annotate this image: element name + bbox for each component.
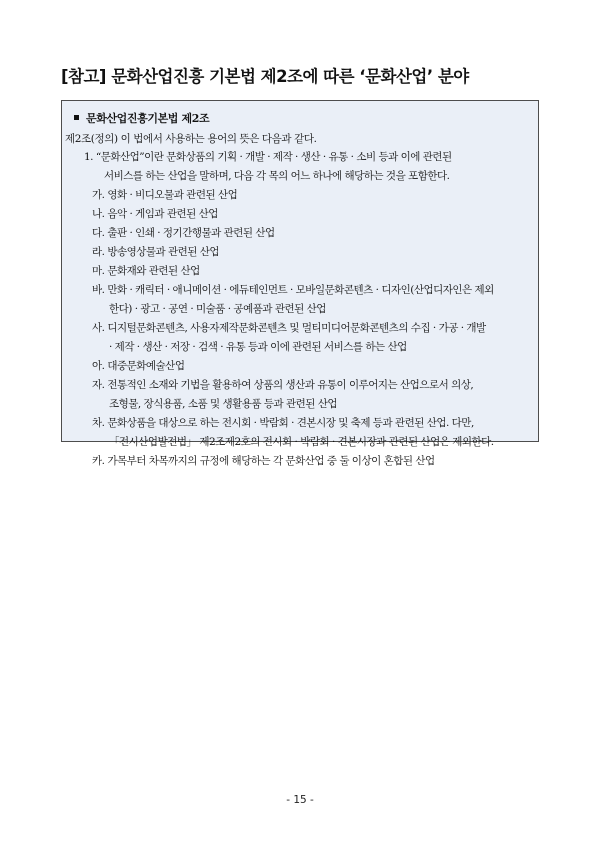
sub-item-line: 가. 영화 · 비디오물과 관련된 산업 bbox=[92, 189, 238, 201]
sub-item-cha bbox=[62, 414, 540, 452]
sub-item-ja bbox=[62, 376, 540, 414]
page-number: - 15 - bbox=[286, 794, 314, 806]
law-excerpt-box bbox=[61, 100, 539, 467]
sub-item-line: 아. 대중문화예술산업 bbox=[92, 360, 185, 372]
sub-item-ka bbox=[62, 452, 540, 471]
sub-item-line: 「전시산업발전법」 제2조제2호의 전시회 · 박람회 · 견본시장과 관련된 산업은 제외한다. bbox=[109, 436, 494, 448]
sub-item-na bbox=[62, 205, 540, 224]
sub-item-line: · 제작 · 생산 · 저장 · 검색 · 유통 등과 이에 관련된 서비스를 하는 산업 bbox=[109, 341, 407, 353]
sub-item-line: 나. 음악 · 게임과 관련된 산업 bbox=[92, 208, 218, 220]
box-title-text: 문화산업진흥기본법 제2조 bbox=[86, 112, 210, 125]
sub-item-da bbox=[62, 224, 540, 243]
article-intro: 제2조(정의) 이 법에서 사용하는 용어의 뜻은 다음과 같다. bbox=[65, 133, 317, 145]
sub-item-line: 차. 문화상품을 대상으로 하는 전시회 · 박람회 · 견본시장 및 축제 등과 관련된 산업. 다만, bbox=[92, 417, 474, 429]
box-title bbox=[74, 110, 209, 126]
sub-item-line: 자. 전통적인 소재와 기법을 활용하여 상품의 생산과 유통이 이루어지는 산업으로서 의상, bbox=[92, 379, 474, 391]
sub-item-line: 조형물, 장식용품, 소품 및 생활용품 등과 관련된 산업 bbox=[109, 398, 338, 410]
sub-item-line: 라. 방송영상물과 관련된 산업 bbox=[92, 246, 220, 258]
sub-item-ra bbox=[62, 243, 540, 262]
sub-item-ba bbox=[62, 281, 540, 319]
main-definition-line: 서비스를 하는 산업을 말하며, 다음 각 목의 어느 하나에 해당하는 것을 포함한다. bbox=[104, 170, 450, 182]
sub-item-line: 한다) · 광고 · 공연 · 미술품 · 공예품과 관련된 산업 bbox=[109, 303, 326, 315]
sub-item-line: 사. 디지털문화콘텐츠, 사용자제작문화콘텐츠 및 멀티미디어문화콘텐츠의 수집 · 가공 · 개발 bbox=[92, 322, 486, 334]
sub-item-line: 카. 가목부터 차목까지의 규정에 해당하는 각 문화산업 중 둘 이상이 혼합된 산업 bbox=[92, 455, 435, 467]
sub-item-line: 바. 만화 · 캐릭터 · 애니메이션 · 에듀테인먼트 · 모바일문화콘텐츠 · 디자인(산업디자인은 제외 bbox=[92, 284, 494, 296]
sub-item-ma bbox=[62, 262, 540, 281]
sub-item-ga bbox=[62, 186, 540, 205]
page-heading: [참고] 문화산업진흥 기본법 제2조에 따른 ‘문화산업’ 분야 bbox=[61, 67, 469, 86]
sub-item-a bbox=[62, 357, 540, 376]
sub-item-sa bbox=[62, 319, 540, 357]
definition-list bbox=[62, 148, 540, 471]
sub-item-line: 다. 출판 · 인쇄 · 정기간행물과 관련된 산업 bbox=[92, 227, 275, 239]
square-bullet-icon bbox=[74, 115, 79, 120]
main-definition-item bbox=[62, 148, 540, 186]
main-definition-line: 1. “문화산업”이란 문화상품의 기획 · 개발 · 제작 · 생산 · 유통 · 소비 등과 이에 관련된 bbox=[84, 151, 452, 163]
sub-item-line: 마. 문화재와 관련된 산업 bbox=[92, 265, 200, 277]
